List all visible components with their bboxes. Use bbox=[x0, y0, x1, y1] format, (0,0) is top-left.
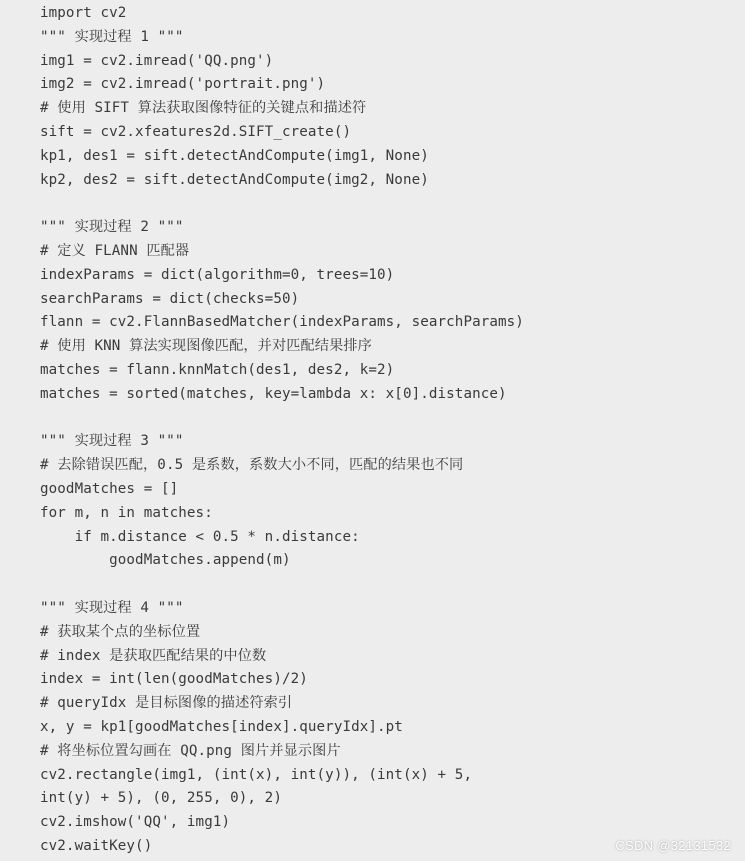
code-line: cv2.rectangle(img1, (int(x), int(y)), (int(x) + 5, bbox=[40, 766, 473, 783]
code-line: matches = flann.knnMatch(des1, des2, k=2) bbox=[40, 361, 395, 378]
code-line: flann = cv2.FlannBasedMatcher(indexParams, searchParams) bbox=[40, 314, 524, 331]
code-line: x, y = kp1[goodMatches[index].queryIdx].pt bbox=[40, 718, 403, 735]
code-line: img2 = cv2.imread('portrait.png') bbox=[40, 76, 326, 93]
code-line bbox=[40, 573, 745, 597]
code-line: # 定义 FLANN 匹配器 bbox=[40, 242, 190, 259]
code-line bbox=[40, 192, 745, 216]
code-line: kp1, des1 = sift.detectAndCompute(img1, None) bbox=[40, 147, 429, 164]
code-line: """ 实现过程 4 """ bbox=[40, 599, 184, 616]
code-line: cv2.waitKey() bbox=[40, 837, 153, 854]
code-line: kp2, des2 = sift.detectAndCompute(img2, None) bbox=[40, 171, 429, 188]
code-line: if m.distance < 0.5 * n.distance: bbox=[40, 528, 360, 545]
code-line: # index 是获取匹配结果的中位数 bbox=[40, 647, 267, 664]
code-line: # 获取某个点的坐标位置 bbox=[40, 623, 201, 640]
code-line: searchParams = dict(checks=50) bbox=[40, 290, 300, 307]
code-line: sift = cv2.xfeatures2d.SIFT_create() bbox=[40, 123, 352, 140]
code-line: goodMatches = [] bbox=[40, 480, 179, 497]
code-line: # 使用 KNN 算法实现图像匹配，并对匹配结果排序 bbox=[40, 338, 372, 355]
code-line: # 去除错误匹配，0.5 是系数，系数大小不同，匹配的结果也不同 bbox=[40, 457, 464, 474]
code-line: """ 实现过程 3 """ bbox=[40, 433, 184, 450]
watermark: CSDN @32131532 bbox=[615, 838, 731, 853]
code-line: cv2.imshow('QQ', img1) bbox=[40, 814, 231, 831]
code-line: goodMatches.append(m) bbox=[40, 552, 291, 569]
code-line: index = int(len(goodMatches)/2) bbox=[40, 671, 308, 688]
code-line: """ 实现过程 1 """ bbox=[40, 28, 184, 45]
code-line: # 使用 SIFT 算法获取图像特征的关键点和描述符 bbox=[40, 100, 367, 117]
code-line: """ 实现过程 2 """ bbox=[40, 219, 184, 236]
code-line bbox=[40, 407, 745, 431]
code-line: indexParams = dict(algorithm=0, trees=10) bbox=[40, 266, 395, 283]
code-line: # 将坐标位置勾画在 QQ.png 图片并显示图片 bbox=[40, 742, 341, 759]
code-line: # queryIdx 是目标图像的描述符索引 bbox=[40, 695, 293, 712]
code-line: import cv2 bbox=[40, 5, 127, 21]
code-line: img1 = cv2.imread('QQ.png') bbox=[40, 52, 274, 69]
code-line: for m, n in matches: bbox=[40, 504, 213, 521]
code-line: matches = sorted(matches, key=lambda x: x[0].distance) bbox=[40, 385, 507, 402]
code-line: int(y) + 5), (0, 255, 0), 2) bbox=[40, 790, 282, 807]
